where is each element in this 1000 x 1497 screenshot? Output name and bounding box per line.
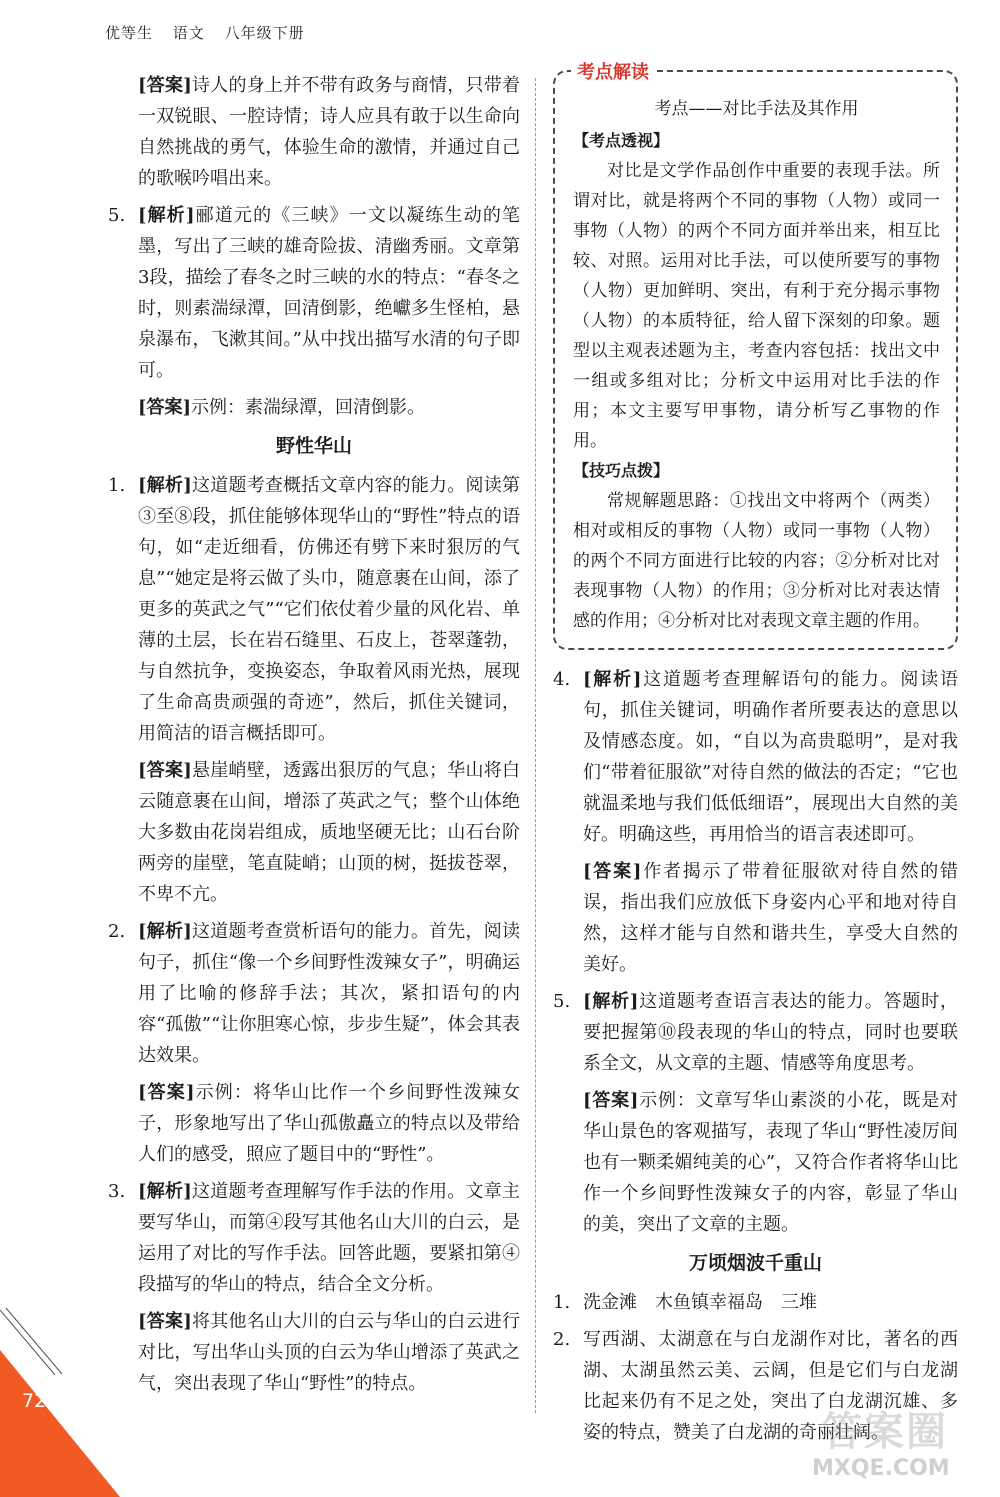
analysis-tag: [解析]	[138, 921, 192, 942]
header-grade: 八年级下册	[224, 24, 305, 42]
question-1	[108, 470, 520, 749]
corner-decoration	[0, 1290, 120, 1497]
analysis-tag: [解析]	[138, 1181, 192, 1202]
key-point-paragraph: 对比是文学作品创作中重要的表现手法。所谓对比，就是将两个不同的事物（人物）或同一事物（人物）的两个不同方面并举出来，相互比较、对照。运用对比手法，可以使所要写的事物（人物）更加鲜明、突出，有利于充分揭示事物（人物）的本质特征，给人留下深刻的印象。题型以主观表述题为主，考查内容包括：找出文中一组或多组对比；分析文中运用对比手法的作用；本文主要写甲事物，请分析写乙事物的作用。	[573, 161, 940, 451]
key-point-title: 考点——对比手法及其作用	[654, 99, 859, 119]
answer-text: 悬崖峭壁，透露出狠厉的气息；华山将白云随意裹在山间，增添了英武之气；整个山体绝大多数由花岗岩组成，质地坚硬无比；山石台阶两旁的崖壁，笔直陡峭；山顶的树，挺拔苍翠，不卑不亢。	[138, 760, 520, 905]
question-number: 4.	[553, 669, 571, 690]
analysis-text: 这道题考查理解写作手法的作用。文章主要写华山，而第④段写其他名山大川的白云，是运用了对比的写作手法。回答此题，要紧扣第④段描写的华山的特点，结合全文分析。	[138, 1181, 520, 1295]
answer-block	[553, 1085, 958, 1240]
answer-block	[108, 1306, 520, 1399]
question-number: 2.	[553, 1329, 571, 1350]
question-number: 1.	[553, 1292, 571, 1313]
analysis-text: 这道题考查理解语句的能力。阅读语句，抓住关键词，明确作者所要表达的意思以及情感态度。如，“自以为高贵聪明”，是对我们“带着征服欲”对待自然的做法的否定；“它也就温柔地与我们低低细语”，展现出大自然的美好。明确这些，再用恰当的语言表述即可。	[583, 669, 958, 845]
answer-text: 将其他名山大川的白云与华山的白云进行对比，写出华山头顶的白云为华山增添了英武之气，突出表现了华山“野性”的特点。	[138, 1311, 520, 1394]
answer-tag: [答案]	[138, 1311, 192, 1332]
tips-paragraph: 常规解题思路：①找出文中将两个（两类）相对或相反的事物（人物）或同一事物（人物）的两个不同方面进行比较的内容；②分析对比对表现事物（人物）的作用；③分析对比对表达情感的作用；④分析对比对表现文章主题的作用。	[573, 491, 940, 631]
header-series: 优等生	[105, 24, 154, 42]
answer-text: 洗金滩 木鱼镇幸福岛 三堆	[583, 1292, 817, 1313]
analysis-tag: [解析]	[138, 205, 195, 226]
answer-text: 示例：将华山比作一个乡间野性泼辣女子，形象地写出了华山孤傲矗立的特点以及带给人们的感受，照应了题目中的“野性”。	[138, 1082, 520, 1165]
question-number: 5.	[108, 205, 126, 226]
watermark-url: MXQE.COM	[812, 1456, 950, 1481]
question-5	[553, 986, 958, 1079]
question-number: 5.	[553, 991, 571, 1012]
analysis-tag: [解析]	[583, 669, 642, 690]
question-number: 3.	[108, 1181, 126, 1202]
answer-text: 示例：文章写华山素淡的小花，既是对华山景色的客观描写，表现了华山“野性凌厉间也有一颗柔媚纯美的心”，又符合作者将华山比作一个乡间野性泼辣女子的内容，彰显了华山的美，突出了文章的主题。	[583, 1090, 958, 1235]
answer-tag: [答案]	[138, 397, 192, 418]
answer-block	[108, 1077, 520, 1170]
answer-text: 作者揭示了带着征服欲对待自然的错误，指出我们应放低下身姿内心平和地对待自然，这样才能与自然和谐共生，享受大自然的美好。	[583, 861, 958, 975]
left-column	[108, 70, 520, 1405]
answer-block	[108, 755, 520, 910]
key-point-subtitle: 【考点透视】	[573, 131, 670, 150]
question-3	[108, 1176, 520, 1300]
answer-block	[108, 392, 520, 423]
watermark-logo: 答案圈	[822, 1409, 948, 1455]
answer-text: 写西湖、太湖意在与白龙湖作对比，著名的西湖、太湖虽然云美、云阔，但是它们与白龙湖比起来仍有不足之处，突出了白龙湖沉雄、多姿的特点，赞美了白龙湖的奇丽壮阔。	[583, 1329, 958, 1443]
question-5	[108, 200, 520, 386]
corner-line	[6, 1308, 62, 1374]
analysis-tag: [解析]	[583, 991, 639, 1012]
key-point-tag: 考点解读	[571, 58, 655, 88]
question-number: 1.	[108, 475, 126, 496]
section-title: 野性华山	[275, 435, 352, 457]
header-subject: 语文	[172, 24, 205, 42]
column-divider	[535, 78, 536, 1413]
answer-text: 示例：素湍绿潭，回清倒影。	[191, 397, 426, 418]
question-number: 2.	[108, 921, 126, 942]
analysis-text: 这道题考查概括文章内容的能力。阅读第③至⑧段，抓住能够体现华山的“野性”特点的语句，如“走近细看，仿佛还有劈下来时狠厉的气息”“她定是将云做了头巾，随意裹在山间，添了更多的英武之气”“它们依仗着少量的风化岩、单薄的土层，长在岩石缝里、石皮上，苍翠蓬勃，与自然抗争，变换姿态，争取着风雨光热，展现了生命高贵顽强的奇迹”，然后，抓住关键词，用简洁的语言概括即可。	[138, 475, 520, 744]
question-4	[553, 664, 958, 850]
question-1	[553, 1287, 958, 1318]
analysis-tag: [解析]	[138, 475, 192, 496]
answer-tag: [答案]	[583, 1090, 639, 1111]
answer-text: 诗人的身上并不带有政务与商情，只带着一双锐眼、一腔诗情；诗人应具有敢于以生命向自然挑战的勇气，体验生命的激情，并通过自己的歌喉吟唱出来。	[138, 75, 520, 189]
answer-block	[553, 856, 958, 980]
page-header	[105, 22, 319, 43]
section-title: 万顷烟波千重山	[688, 1252, 822, 1274]
answer-tag: [答案]	[583, 861, 642, 882]
analysis-text: 这道题考查语言表达的能力。答题时，要把握第⑩段表现的华山的特点，同时也要联系全文，从文章的主题、情感等角度思考。	[583, 991, 958, 1074]
answer-tag: [答案]	[138, 760, 192, 781]
analysis-text: 这道题考查赏析语句的能力。首先，阅读句子，抓住“像一个乡间野性泼辣女子”，明确运用了比喻的修辞手法；其次，紧扣语句的内容“孤傲”“让你胆寒心惊，步步生疑”，体会其表达效果。	[138, 921, 520, 1066]
right-column	[553, 62, 958, 1454]
analysis-text: 郦道元的《三峡》一文以凝练生动的笔墨，写出了三峡的雄奇险拔、清幽秀丽。文章第3段，描绘了春冬之时三峡的水的特点：“春冬之时，则素湍绿潭，回清倒影，绝巘多生怪柏，悬泉瀑布，飞漱其间。”从中找出描写水清的句子即可。	[138, 205, 520, 381]
question-2	[108, 916, 520, 1071]
answer-tag: [答案]	[138, 75, 192, 96]
answer-block	[108, 70, 520, 194]
tips-subtitle: 【技巧点拨】	[573, 461, 670, 480]
page-number: 72	[22, 1390, 47, 1412]
key-point-box	[553, 62, 958, 650]
answer-tag: [答案]	[138, 1082, 195, 1103]
